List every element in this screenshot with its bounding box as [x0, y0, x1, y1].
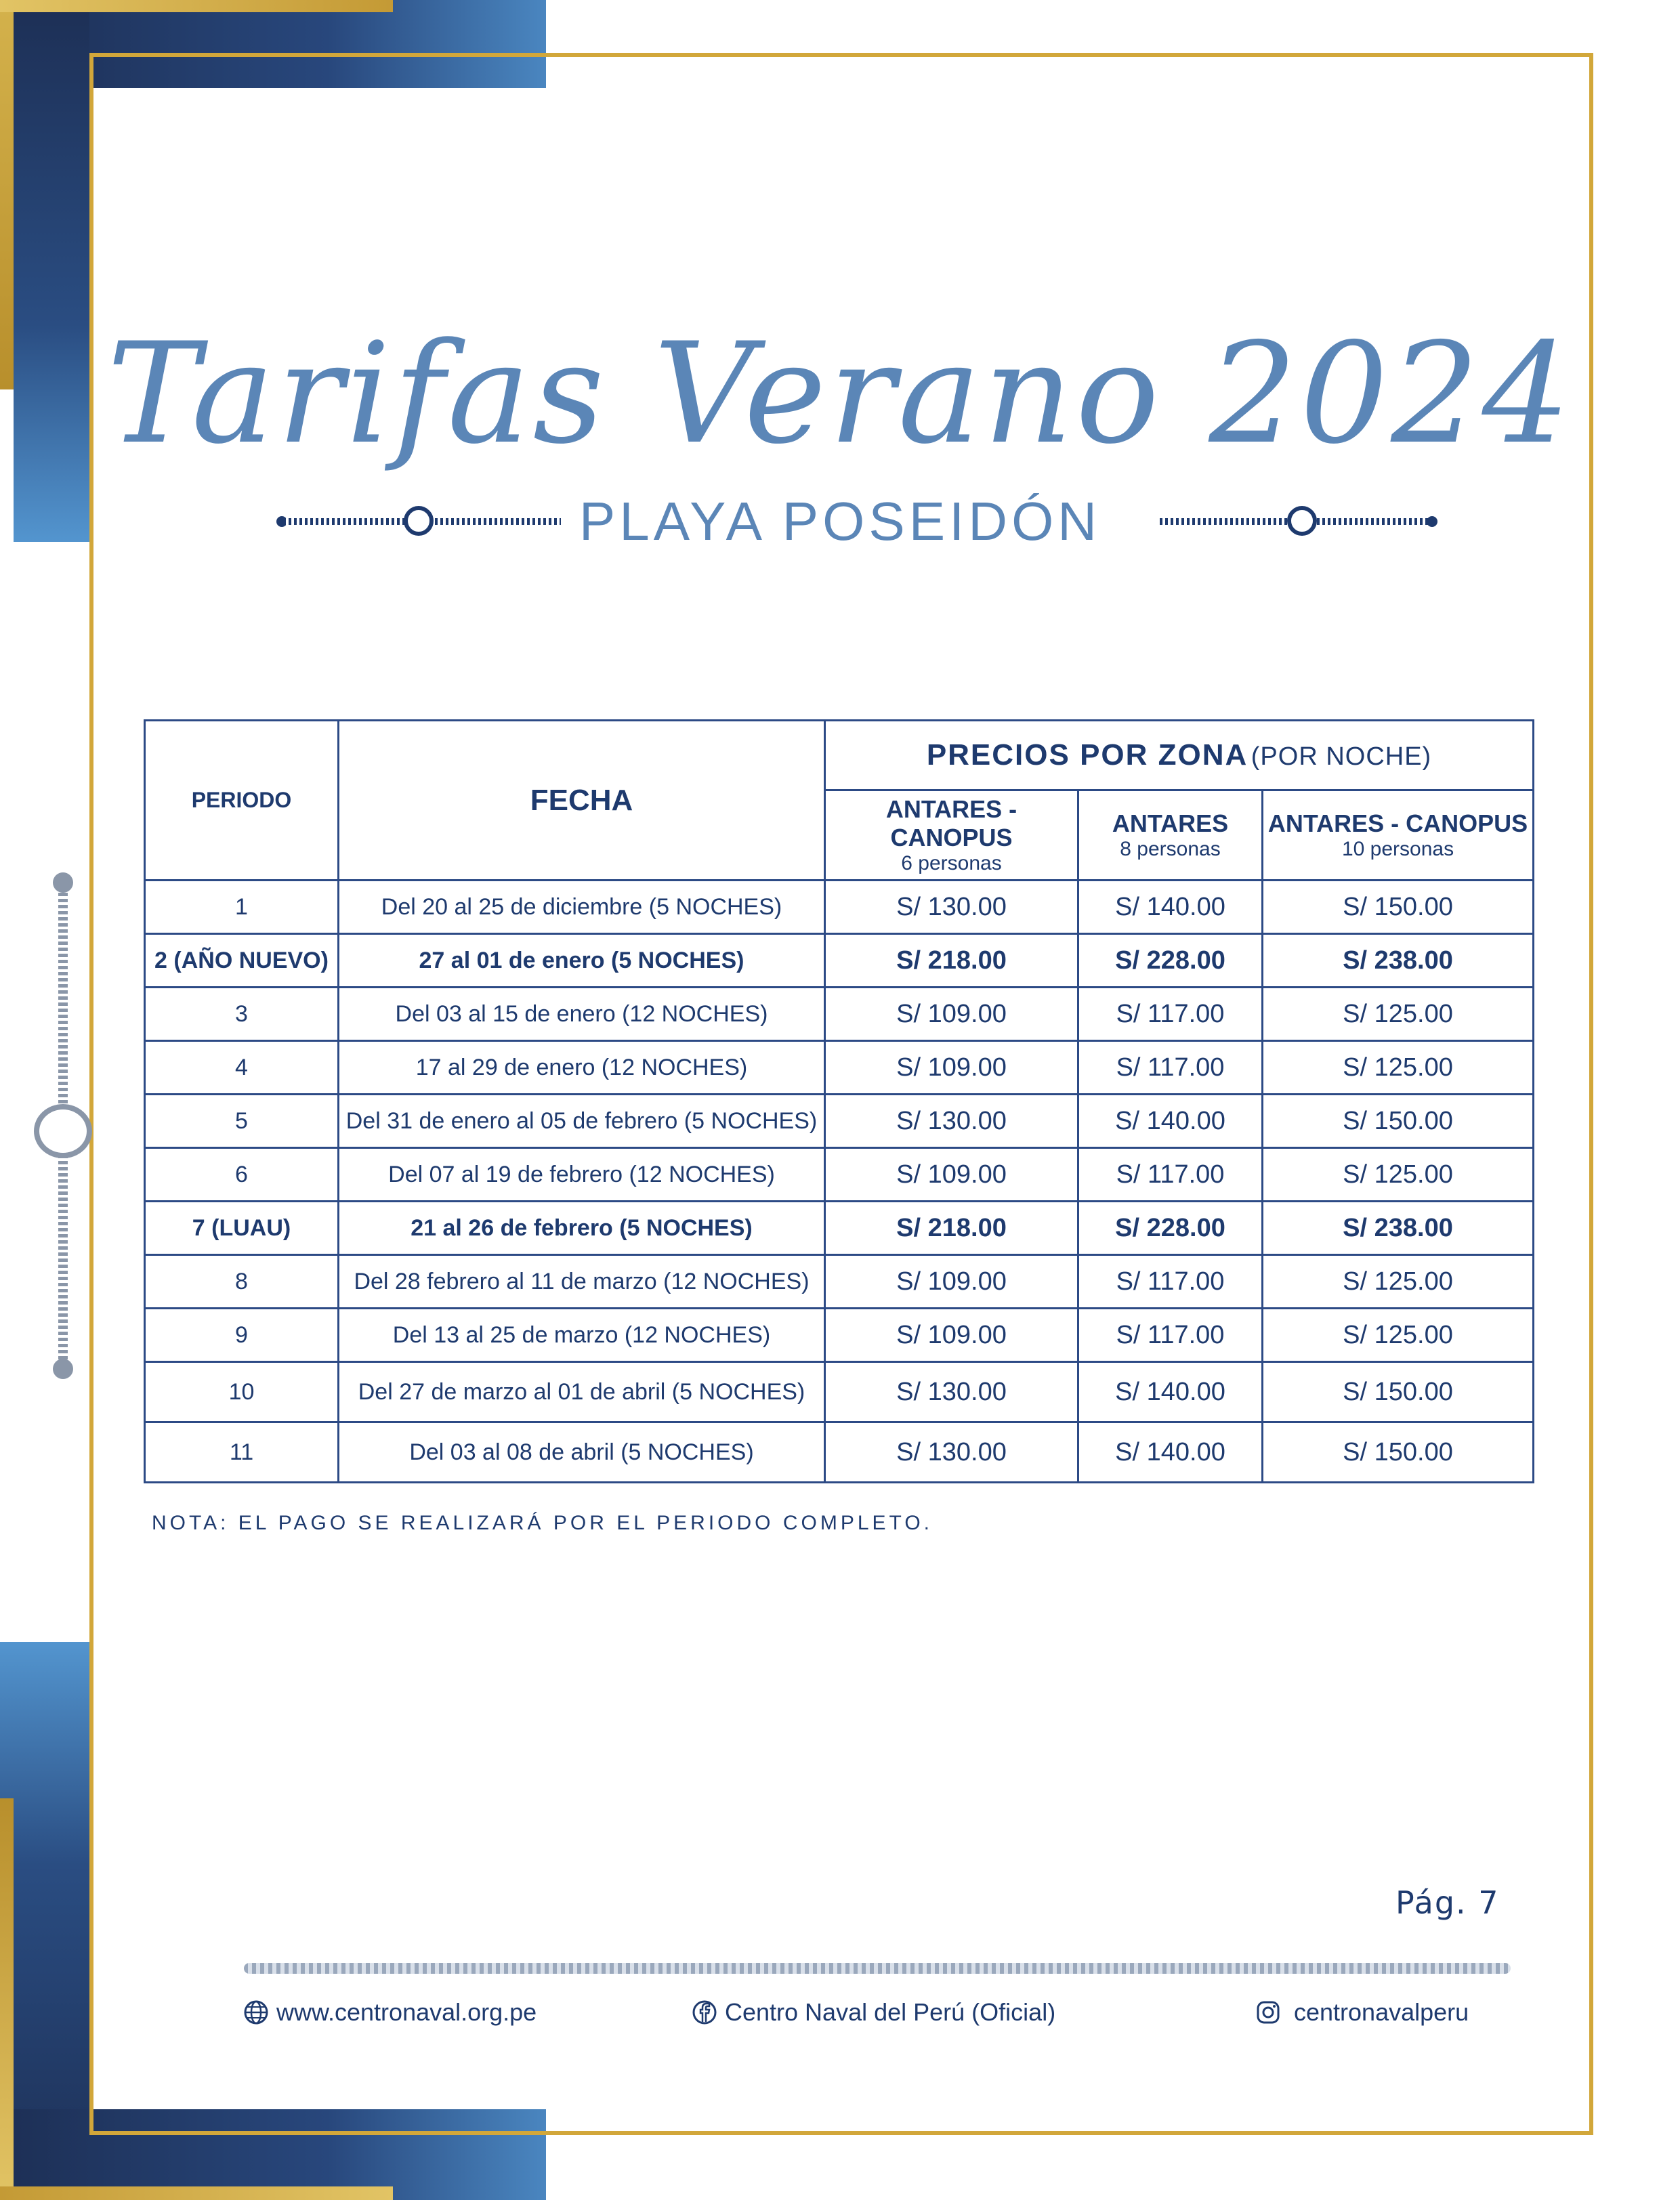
- header-periodo: PERIODO: [145, 721, 339, 881]
- zone-title: PRECIOS POR ZONA: [926, 738, 1248, 771]
- cell-fecha: Del 07 al 19 de febrero (12 NOCHES): [339, 1148, 825, 1202]
- zone-name: ANTARES - CANOPUS: [885, 795, 1017, 851]
- cell-price-zone-3: S/ 238.00: [1263, 1202, 1534, 1255]
- cell-price-zone-1: S/ 130.00: [825, 1095, 1078, 1148]
- header-zone: [825, 721, 1534, 790]
- cell-price-zone-3: S/ 150.00: [1263, 881, 1534, 934]
- corner-gold-bottom: [0, 2186, 393, 2200]
- cell-price-zone-1: S/ 218.00: [825, 934, 1078, 988]
- cell-periodo: 5: [145, 1095, 339, 1148]
- cell-fecha: Del 28 febrero al 11 de marzo (12 NOCHES): [339, 1255, 825, 1309]
- cell-price-zone-3: S/ 125.00: [1263, 1148, 1534, 1202]
- cell-price-zone-1: S/ 109.00: [825, 1148, 1078, 1202]
- rates-table: [144, 719, 1534, 1483]
- cell-price-zone-1: S/ 109.00: [825, 988, 1078, 1041]
- cell-fecha: 27 al 01 de enero (5 NOCHES): [339, 934, 825, 988]
- cell-fecha: Del 03 al 15 de enero (12 NOCHES): [339, 988, 825, 1041]
- cell-price-zone-3: S/ 150.00: [1263, 1095, 1534, 1148]
- cell-price-zone-2: S/ 140.00: [1078, 1362, 1263, 1422]
- table-row: [145, 1309, 1534, 1362]
- corner-gold-strip-bottom: [0, 1798, 14, 2200]
- cell-periodo: 7 (LUAU): [145, 1202, 339, 1255]
- cell-periodo: 10: [145, 1362, 339, 1422]
- subtitle-row: [0, 491, 1680, 552]
- cell-price-zone-2: S/ 228.00: [1078, 1202, 1263, 1255]
- cell-price-zone-2: S/ 140.00: [1078, 1095, 1263, 1148]
- table-row: [145, 1148, 1534, 1202]
- cell-price-zone-1: S/ 109.00: [825, 1309, 1078, 1362]
- cell-price-zone-3: S/ 125.00: [1263, 1255, 1534, 1309]
- cell-price-zone-2: S/ 117.00: [1078, 988, 1263, 1041]
- cell-price-zone-2: S/ 117.00: [1078, 1309, 1263, 1362]
- cell-fecha: Del 13 al 25 de marzo (12 NOCHES): [339, 1309, 825, 1362]
- globe-icon: [243, 1999, 270, 2026]
- table-row: [145, 881, 1534, 934]
- cell-periodo: 6: [145, 1148, 339, 1202]
- cell-price-zone-2: S/ 140.00: [1078, 881, 1263, 934]
- table-row: [145, 1041, 1534, 1095]
- cell-price-zone-1: S/ 130.00: [825, 1422, 1078, 1483]
- zone-name: ANTARES: [1112, 809, 1229, 837]
- table-row: [145, 1202, 1534, 1255]
- table-body: [145, 881, 1534, 1483]
- cell-price-zone-3: S/ 125.00: [1263, 988, 1534, 1041]
- cell-price-zone-1: S/ 109.00: [825, 1255, 1078, 1309]
- facebook-icon: [691, 1999, 718, 2026]
- header-zone-3: [1263, 790, 1534, 881]
- cell-price-zone-1: S/ 130.00: [825, 1362, 1078, 1422]
- zone-capacity: 10 personas: [1341, 838, 1454, 860]
- page-number: Pág. 7: [1395, 1884, 1500, 1921]
- cell-periodo: 4: [145, 1041, 339, 1095]
- cell-price-zone-3: S/ 150.00: [1263, 1422, 1534, 1483]
- cell-periodo: 8: [145, 1255, 339, 1309]
- cell-price-zone-2: S/ 140.00: [1078, 1422, 1263, 1483]
- cell-price-zone-2: S/ 117.00: [1078, 1148, 1263, 1202]
- cell-price-zone-1: S/ 218.00: [825, 1202, 1078, 1255]
- footer-instagram[interactable]: [1255, 1998, 1469, 2027]
- cell-fecha: Del 27 de marzo al 01 de abril (5 NOCHES): [339, 1362, 825, 1422]
- cell-fecha: 21 al 26 de febrero (5 NOCHES): [339, 1202, 825, 1255]
- rope-knot-icon: [34, 1104, 92, 1158]
- rope-end-icon: [53, 1359, 73, 1379]
- footer-facebook[interactable]: [691, 1998, 1055, 2027]
- table-row: [145, 934, 1534, 988]
- zone-note: (POR NOCHE): [1251, 742, 1432, 771]
- cell-price-zone-2: S/ 228.00: [1078, 934, 1263, 988]
- cell-periodo: 9: [145, 1309, 339, 1362]
- rope-divider: [244, 1963, 1511, 1974]
- table-row: [145, 1422, 1534, 1483]
- cell-price-zone-3: S/ 238.00: [1263, 934, 1534, 988]
- header-zone-2: [1078, 790, 1263, 881]
- cell-price-zone-3: S/ 125.00: [1263, 1309, 1534, 1362]
- instagram-link[interactable]: centronavalperu: [1294, 1998, 1469, 2026]
- page-subtitle: PLAYA POSEIDÓN: [579, 491, 1101, 551]
- cell-price-zone-3: S/ 125.00: [1263, 1041, 1534, 1095]
- corner-gold-top: [0, 0, 393, 12]
- cell-fecha: 17 al 29 de enero (12 NOCHES): [339, 1041, 825, 1095]
- table-row: [145, 1362, 1534, 1422]
- cell-periodo: 11: [145, 1422, 339, 1483]
- zone-capacity: 6 personas: [901, 852, 1002, 874]
- website-link[interactable]: www.centronaval.org.pe: [276, 1998, 537, 2026]
- facebook-link[interactable]: Centro Naval del Perú (Oficial): [725, 1998, 1056, 2026]
- cell-fecha: Del 03 al 08 de abril (5 NOCHES): [339, 1422, 825, 1483]
- cell-price-zone-3: S/ 150.00: [1263, 1362, 1534, 1422]
- header-fecha: FECHA: [339, 721, 825, 881]
- cell-fecha: Del 20 al 25 de diciembre (5 NOCHES): [339, 881, 825, 934]
- cell-price-zone-2: S/ 117.00: [1078, 1255, 1263, 1309]
- cell-periodo: 3: [145, 988, 339, 1041]
- header-zone-1: [825, 790, 1078, 881]
- table-row: [145, 1255, 1534, 1309]
- table-row: [145, 1095, 1534, 1148]
- page-title: Tarifas Verano 2024: [106, 314, 1574, 475]
- zone-capacity: 8 personas: [1120, 838, 1221, 860]
- cell-price-zone-2: S/ 117.00: [1078, 1041, 1263, 1095]
- rope-end-icon: [1427, 516, 1437, 527]
- cell-periodo: 1: [145, 881, 339, 934]
- rope-knot-icon: [1287, 506, 1317, 536]
- rope-end-icon: [53, 872, 73, 893]
- table-row: [145, 988, 1534, 1041]
- cell-fecha: Del 31 de enero al 05 de febrero (5 NOCHES): [339, 1095, 825, 1148]
- footer-website[interactable]: [243, 1998, 537, 2027]
- zone-name: ANTARES - CANOPUS: [1267, 809, 1528, 837]
- payment-note: NOTA: EL PAGO SE REALIZARÁ POR EL PERIODO COMPLETO.: [152, 1512, 933, 1534]
- cell-price-zone-1: S/ 130.00: [825, 881, 1078, 934]
- cell-price-zone-1: S/ 109.00: [825, 1041, 1078, 1095]
- instagram-icon: [1255, 1999, 1282, 2026]
- cell-periodo: 2 (AÑO NUEVO): [145, 934, 339, 988]
